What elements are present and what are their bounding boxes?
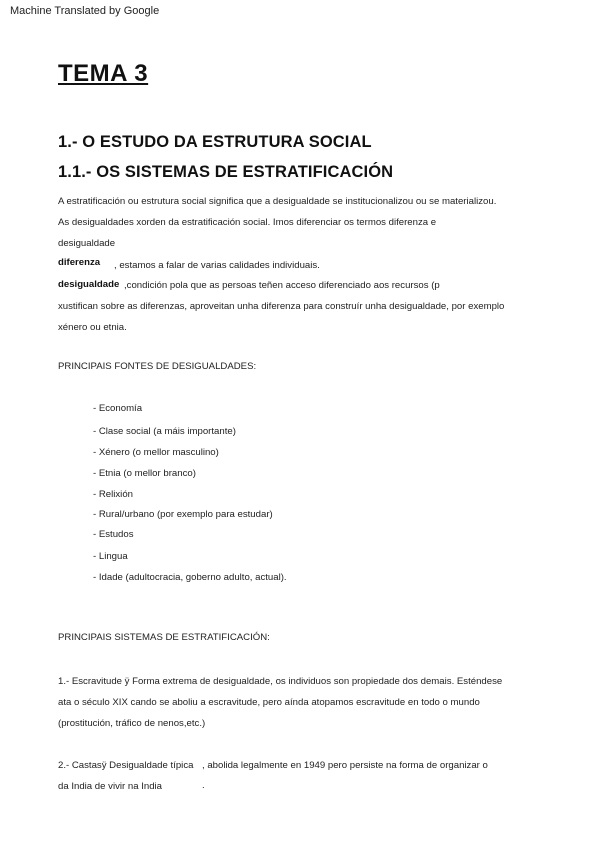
castas-dot: . xyxy=(202,780,205,791)
castas-label: 2.- Castasÿ Desigualdade típica xyxy=(58,760,194,771)
desigualdade-definition: ,condición pola que as persoas teñen acceso diferenciado aos recursos (p xyxy=(124,280,440,291)
sistemas-heading: PRINCIPAIS SISTEMAS DE ESTRATIFICACIÓN: xyxy=(58,632,270,643)
intro-line-2: As desigualdades xorden da estratificación social. Imos diferenciar os termos diferenza e xyxy=(58,217,437,228)
escravitude-line-1: 1.- Escravitude ÿ Forma extrema de desigualdade, os individuos son propiedade dos demais. Esténdese xyxy=(58,676,503,687)
castas-line-2: da India de vivir na India xyxy=(58,781,162,792)
desigualdade-line-3: xénero ou etnia. xyxy=(58,322,127,333)
escravitude-line-2: ata o século XIX cando se aboliu a escravitude, pero aínda atopamos escravitude en todo o mundo xyxy=(58,697,480,708)
intro-line-1: A estratificación ou estrutura social significa que a desigualdade se institucionalizou ou se materializou. xyxy=(58,196,497,207)
page-title: TEMA 3 xyxy=(58,60,149,87)
term-desigualdade: desigualdade xyxy=(58,279,120,290)
section-heading-1: 1.- O ESTUDO DA ESTRUTURA SOCIAL xyxy=(58,133,372,151)
fontes-item: - Estudos xyxy=(93,529,134,540)
fontes-item: - Idade (adultocracia, goberno adulto, actual). xyxy=(93,572,287,583)
escravitude-line-3: (prostitución, tráfico de nenos,etc.) xyxy=(58,718,206,729)
desigualdade-line-2: xustifican sobre as diferenzas, aproveitan unha diferenza para construír unha desigualdade, por exemplo xyxy=(58,301,505,312)
fontes-item: - Relixión xyxy=(93,489,133,500)
fontes-item: - Xénero (o mellor masculino) xyxy=(93,447,219,458)
section-heading-1-1: 1.1.- OS SISTEMAS DE ESTRATIFICACIÓN xyxy=(58,163,394,181)
fontes-item: - Economía xyxy=(93,403,143,414)
fontes-item: - Clase social (a máis importante) xyxy=(93,426,236,437)
fontes-heading: PRINCIPAIS FONTES DE DESIGUALDADES: xyxy=(58,361,257,372)
fontes-item: - Rural/urbano (por exemplo para estudar) xyxy=(93,509,273,520)
fontes-item: - Lingua xyxy=(93,551,128,562)
translation-banner: Machine Translated by Google xyxy=(10,5,160,17)
castas-definition: , abolida legalmente en 1949 pero persiste na forma de organizar o xyxy=(202,760,488,771)
fontes-item: - Etnia (o mellor branco) xyxy=(93,468,196,479)
intro-line-3: desigualdade xyxy=(58,238,116,249)
term-diferenza: diferenza xyxy=(58,257,101,268)
diferenza-definition: , estamos a falar de varias calidades individuais. xyxy=(114,260,320,271)
